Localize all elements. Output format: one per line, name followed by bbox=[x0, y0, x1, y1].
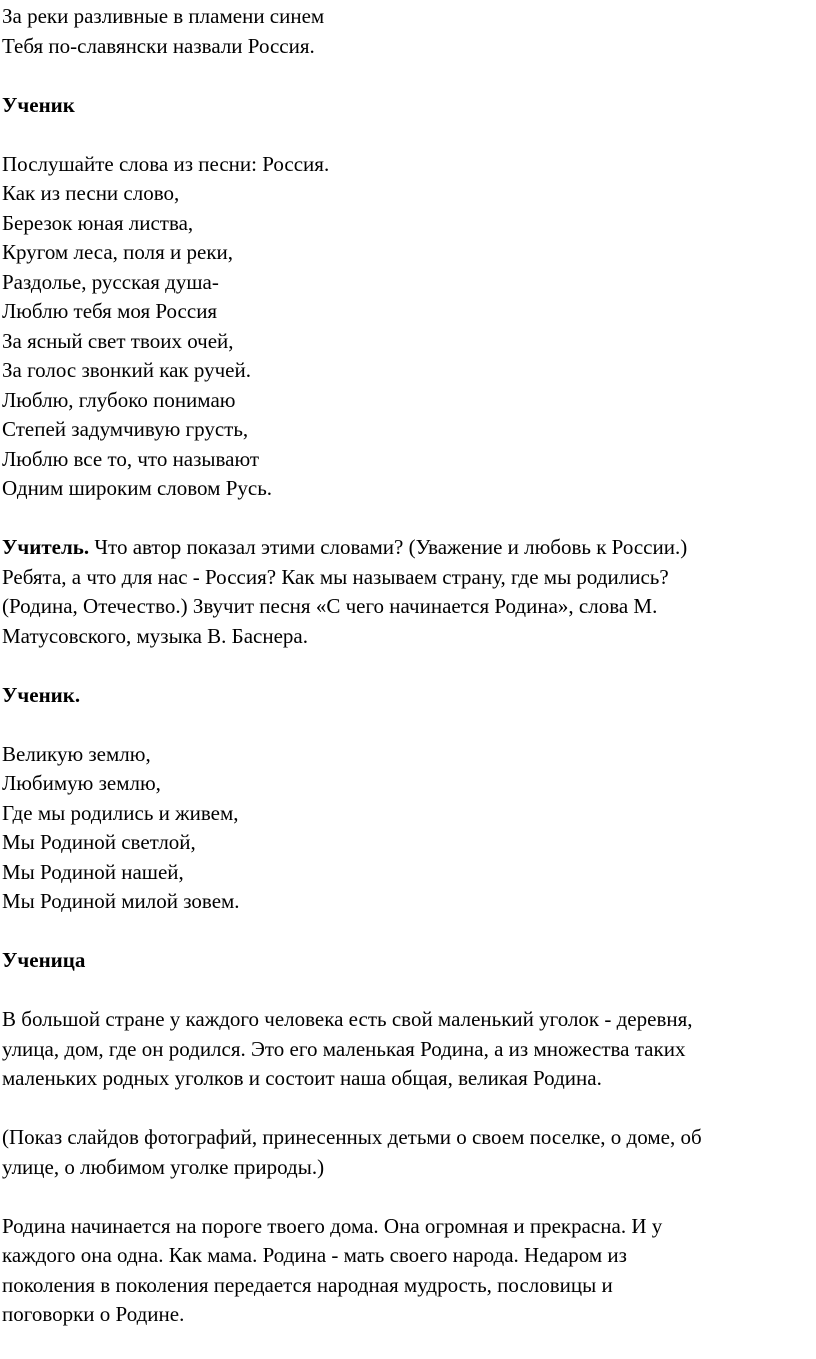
teacher-paragraph bbox=[2, 533, 814, 651]
verse-line: Мы Родиной нашей, bbox=[2, 859, 184, 884]
paragraph-slides-note bbox=[2, 1123, 814, 1182]
verse-homeland bbox=[2, 740, 814, 917]
paragraph-line: поговорки о Родине. bbox=[2, 1302, 185, 1326]
paragraph-small-homeland bbox=[2, 1005, 814, 1094]
verse-line: Одним широким словом Русь. bbox=[2, 476, 273, 500]
verse-line: Мы Родиной милой зовем. bbox=[2, 889, 240, 913]
verse-line: Как из песни слово, bbox=[2, 181, 180, 205]
paragraph-line: поколения в поколения передается народная мудрость, пословицы и bbox=[2, 1272, 613, 1297]
document-page bbox=[2, 2, 814, 1359]
paragraph-line: каждого она одна. Как мама. Родина - мать своего народа. Недаром из bbox=[2, 1243, 627, 1267]
verse-line: За голос звонкий как ручей. bbox=[2, 358, 251, 382]
verse-line: За реки разливные в пламени синем bbox=[2, 4, 325, 28]
speaker-heading-student-2: Ученик. bbox=[2, 682, 81, 707]
verse-line: Люблю, глубоко понимаю bbox=[2, 387, 236, 412]
paragraph-line: (Показ слайдов фотографий, принесенных детьми о своем поселке, о доме, об bbox=[2, 1125, 702, 1149]
verse-line: Люблю все то, что называют bbox=[2, 446, 260, 471]
verse-line: Тебя по-славянски назвали Россия. bbox=[2, 33, 315, 58]
paragraph-line bbox=[2, 533, 814, 563]
verse-line: Раздолье, русская душа- bbox=[2, 269, 219, 294]
verse-top bbox=[2, 2, 814, 61]
verse-song bbox=[2, 150, 814, 504]
verse-line: Люблю тебя моя Россия bbox=[2, 299, 218, 323]
teacher-line-text: Что автор показал этими словами? (Уважение и любовь к России.) bbox=[89, 535, 688, 559]
paragraph-line: Матусовского, музыка В. Баснера. bbox=[2, 623, 308, 648]
verse-line: Любимую землю, bbox=[2, 771, 161, 795]
verse-line: Мы Родиной светлой, bbox=[2, 830, 196, 854]
paragraph-line: В большой стране у каждого человека есть свой маленький уголок - деревня, bbox=[2, 1007, 693, 1031]
verse-line: Степей задумчивую грусть, bbox=[2, 417, 249, 441]
paragraph-line: улице, о любимом уголке природы.) bbox=[2, 1154, 325, 1179]
paragraph-line: улица, дом, где он родился. Это его маленькая Родина, а из множества таких bbox=[2, 1036, 686, 1061]
paragraph-line: Родина начинается на пороге твоего дома. Она огромная и прекрасна. И у bbox=[2, 1213, 663, 1238]
verse-line: Послушайте слова из песни: Россия. bbox=[2, 151, 330, 176]
paragraph-line: (Родина, Отечество.) Звучит песня «С чего начинается Родина», слова М. bbox=[2, 594, 658, 618]
verse-line: Кругом леса, поля и реки, bbox=[2, 240, 234, 264]
paragraph-homeland-begins bbox=[2, 1212, 814, 1330]
verse-line: Великую землю, bbox=[2, 741, 151, 766]
speaker-heading-student: Ученик bbox=[2, 92, 75, 117]
paragraph-line: маленьких родных уголков и состоит наша общая, великая Родина. bbox=[2, 1066, 602, 1090]
paragraph-line: Ребята, а что для нас - Россия? Как мы называем страну, где мы родились? bbox=[2, 564, 669, 589]
verse-line: Березок юная листва, bbox=[2, 210, 194, 235]
speaker-label-teacher: Учитель. bbox=[2, 535, 90, 559]
verse-line: Где мы родились и живем, bbox=[2, 800, 239, 825]
speaker-heading-student-girl: Ученица bbox=[2, 948, 86, 972]
verse-line: За ясный свет твоих очей, bbox=[2, 328, 234, 353]
